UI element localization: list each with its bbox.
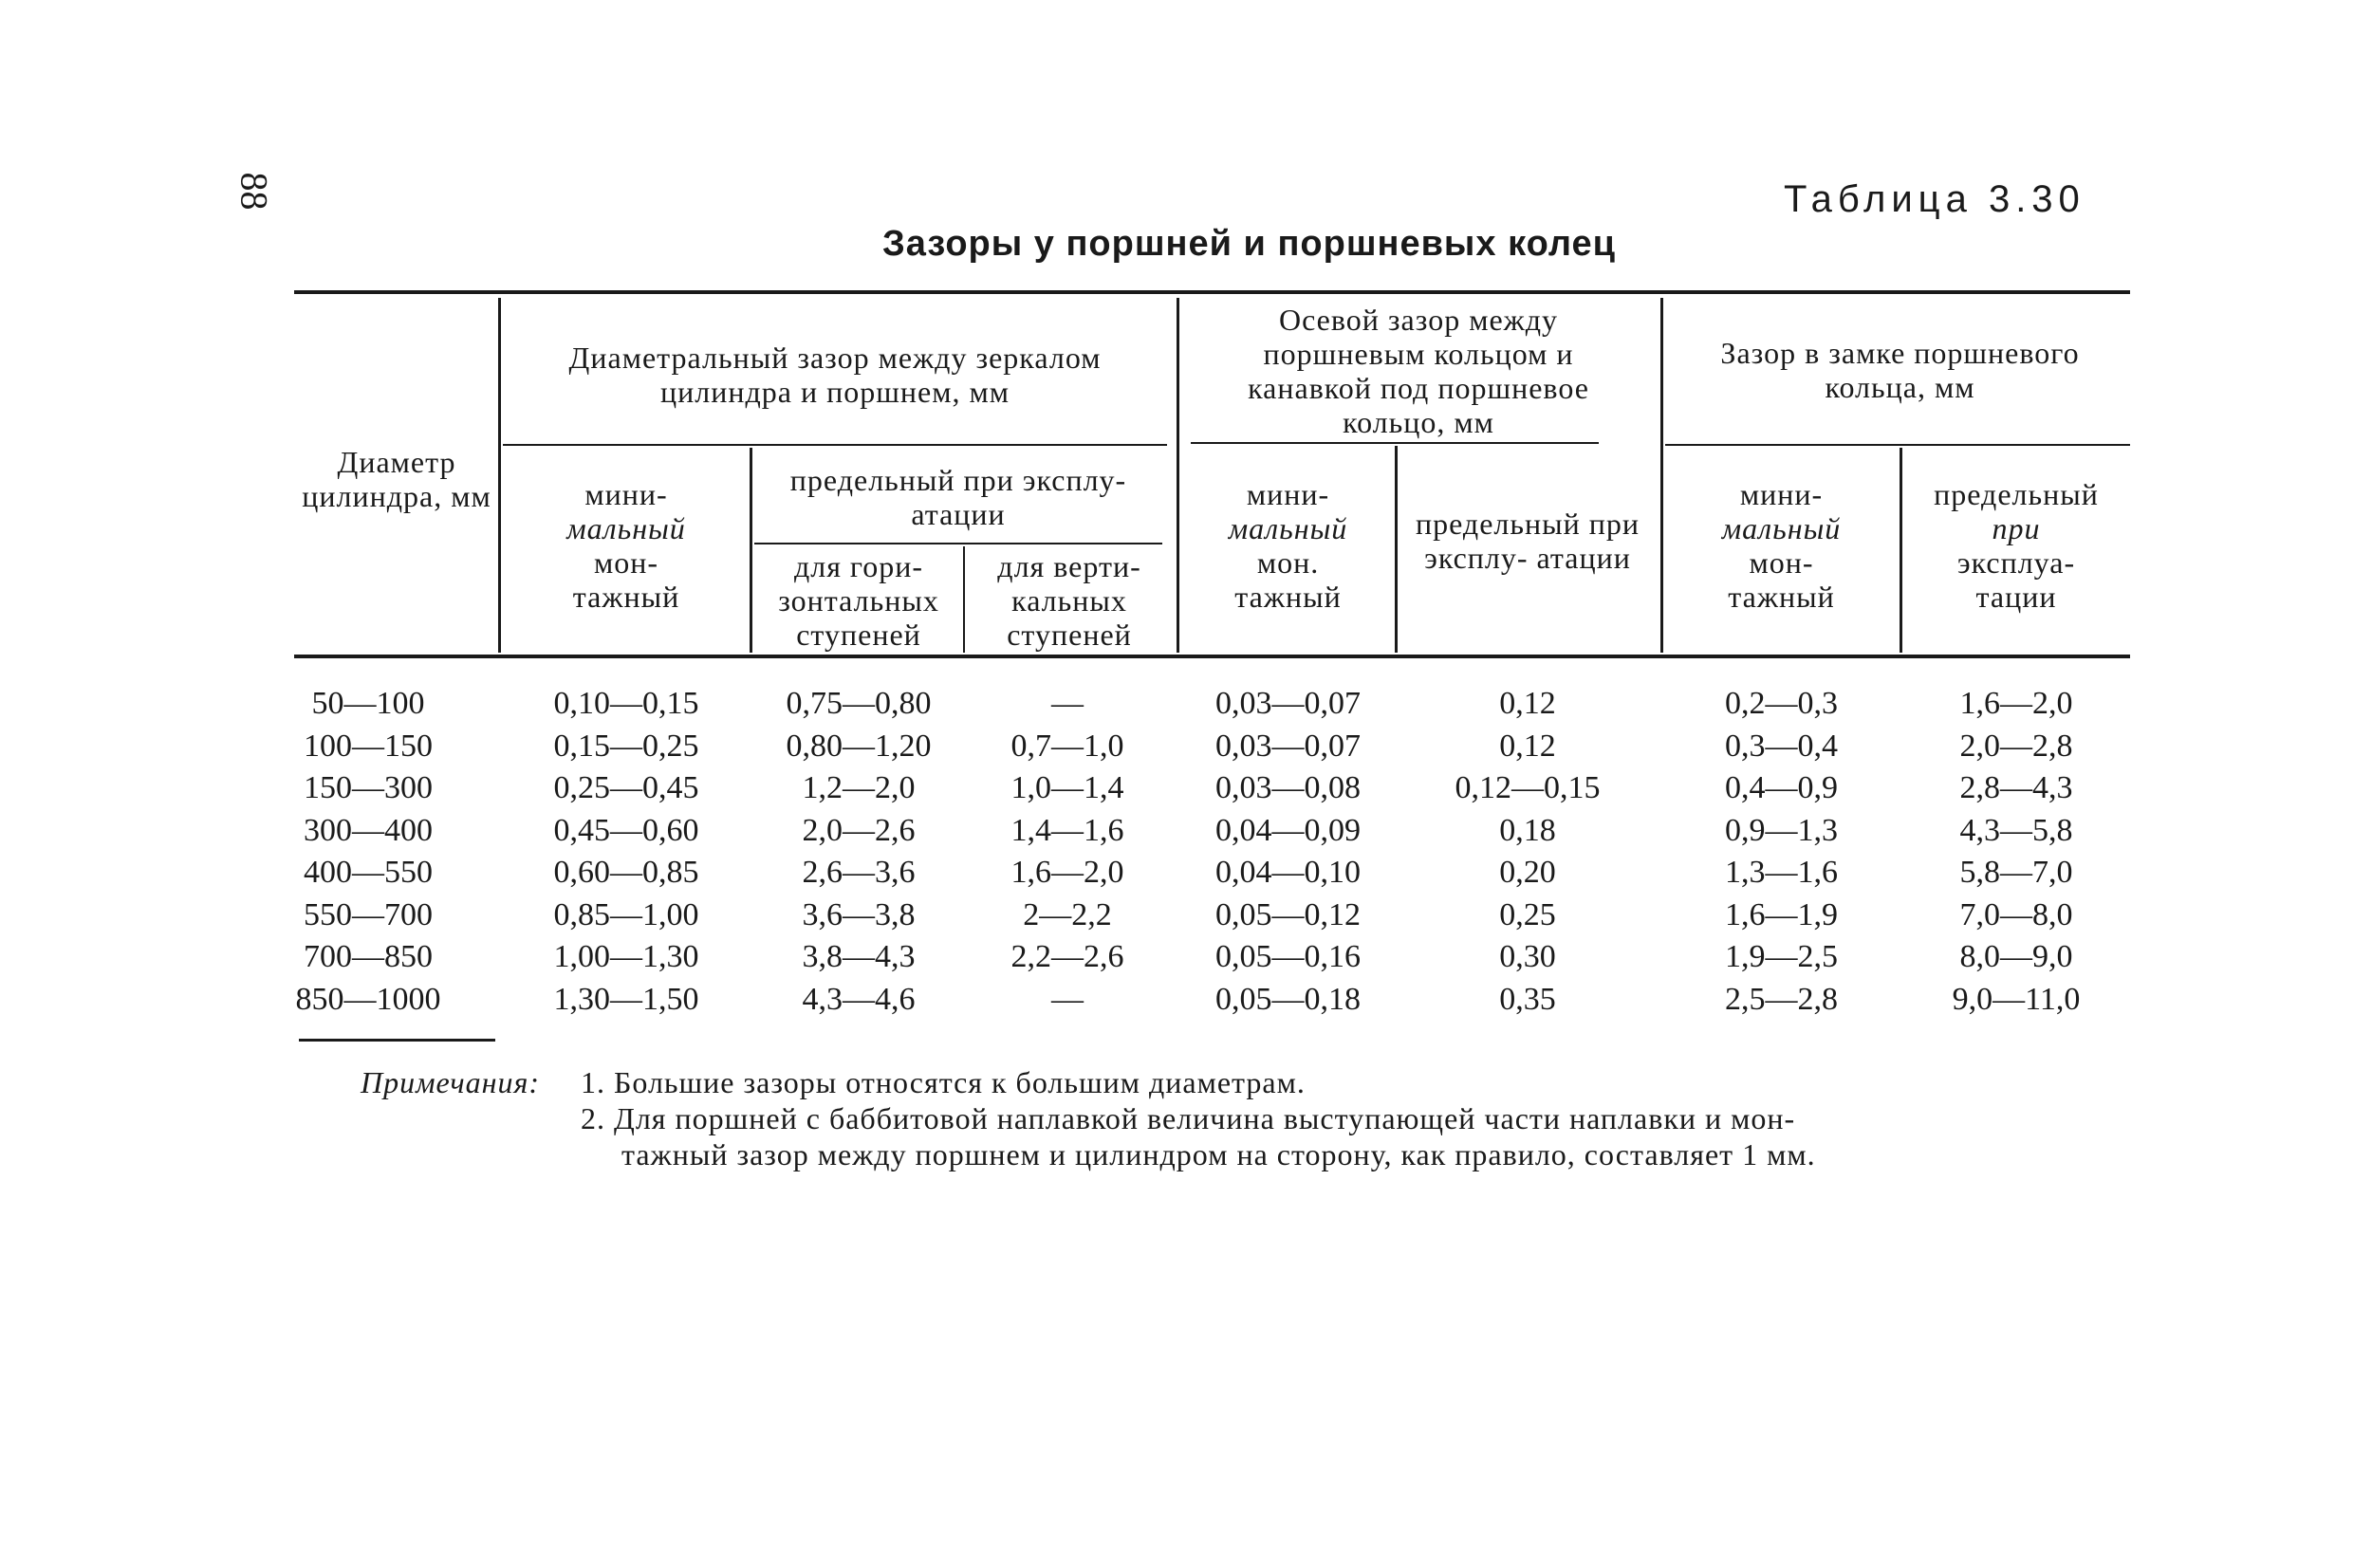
cell-g1-horizontal: 0,80—1,20 — [786, 728, 932, 764]
header-group3: Зазор в замке поршневого кольца, мм — [1720, 336, 2080, 404]
cell-g2-min: 0,04—0,09 — [1215, 812, 1361, 848]
cell-g1-min: 1,30—1,50 — [553, 981, 699, 1017]
cell-g2-limit: 0,35 — [1499, 981, 1556, 1017]
vrule-g3-min — [1900, 448, 1902, 653]
cell-g3-limit: 2,8—4,3 — [1959, 770, 2073, 805]
header-bottom-rule — [294, 655, 2130, 658]
cell-g1-vertical: — — [1051, 686, 1084, 721]
table-label: Таблица 3.30 — [1784, 178, 2085, 220]
cell-g1-min: 0,45—0,60 — [553, 812, 699, 848]
cell-g3-min: 1,6—1,9 — [1725, 896, 1838, 932]
vrule-group1 — [1177, 298, 1179, 653]
header-g2-min: мини- мальный мон. тажный — [1228, 477, 1348, 614]
cell-g2-min: 0,03—0,07 — [1215, 686, 1361, 721]
header-g1-limit-horizontal: для гори- зонтальных ступеней — [778, 549, 939, 652]
cell-g1-min: 0,60—0,85 — [553, 855, 699, 890]
cell-g1-horizontal: 1,2—2,0 — [802, 770, 916, 805]
cell-diameter: 150—300 — [304, 770, 433, 805]
cell-diameter: 300—400 — [304, 812, 433, 848]
cell-g1-vertical: 1,6—2,0 — [1010, 855, 1124, 890]
cell-g3-min: 2,5—2,8 — [1725, 981, 1838, 1017]
vrule-group2 — [1660, 298, 1663, 653]
cell-g3-limit: 9,0—11,0 — [1952, 981, 2081, 1017]
cell-g1-min: 1,00—1,30 — [553, 939, 699, 974]
cell-diameter: 400—550 — [304, 855, 433, 890]
cell-g2-min: 0,05—0,12 — [1215, 896, 1361, 932]
note-2-line-2: тажный зазор между поршнем и цилиндром на сторону, как правило, составляет 1 мм. — [621, 1137, 1816, 1171]
cell-g3-limit: 1,6—2,0 — [1959, 686, 2073, 721]
cell-g1-min: 0,15—0,25 — [553, 728, 699, 764]
cell-g1-vertical: 2,2—2,6 — [1010, 939, 1124, 974]
cell-g3-min: 0,2—0,3 — [1725, 686, 1838, 721]
cell-diameter: 700—850 — [304, 939, 433, 974]
cell-g2-limit: 0,25 — [1499, 896, 1556, 932]
cell-g1-horizontal: 4,3—4,6 — [802, 981, 916, 1017]
cell-g1-vertical: 2—2,2 — [1023, 896, 1112, 932]
cell-g1-vertical: 1,4—1,6 — [1010, 812, 1124, 848]
header-group1: Диаметральный зазор между зеркалом цилиндра и поршнем, мм — [568, 341, 1102, 409]
cell-diameter: 550—700 — [304, 896, 433, 932]
header-diameter: Диаметр цилиндра, мм — [302, 445, 491, 513]
cell-g1-horizontal: 2,6—3,6 — [802, 855, 916, 890]
cell-g2-min: 0,03—0,07 — [1215, 728, 1361, 764]
cell-diameter: 850—1000 — [295, 981, 441, 1017]
cell-g3-limit: 7,0—8,0 — [1959, 896, 2073, 932]
table-title: Зазоры у поршней и поршневых колец — [882, 224, 1616, 264]
cell-g2-min: 0,04—0,10 — [1215, 855, 1361, 890]
cell-g1-min: 0,85—1,00 — [553, 896, 699, 932]
cell-g1-vertical: 0,7—1,0 — [1010, 728, 1124, 764]
header-g3-min: мини- мальный мон- тажный — [1721, 477, 1842, 614]
cell-g2-limit: 0,12 — [1499, 686, 1556, 721]
cell-g3-min: 0,9—1,3 — [1725, 812, 1838, 848]
page-number: 88 — [232, 172, 276, 211]
cell-g2-limit: 0,20 — [1499, 855, 1556, 890]
table-top-rule — [294, 290, 2130, 294]
header-group2: Осевой зазор между поршневым кольцом и канавкой под поршневое кольцо, мм — [1248, 302, 1589, 439]
cell-g3-min: 0,4—0,9 — [1725, 770, 1838, 805]
cell-g3-min: 0,3—0,4 — [1725, 728, 1838, 764]
cell-g3-min: 1,3—1,6 — [1725, 855, 1838, 890]
note-2-line-1: 2. Для поршней с баббитовой наплавкой величина выступающей части наплавки и мон- — [581, 1101, 1796, 1135]
cell-g2-min: 0,05—0,16 — [1215, 939, 1361, 974]
cell-g2-limit: 0,30 — [1499, 939, 1556, 974]
cell-g1-min: 0,10—0,15 — [553, 686, 699, 721]
cell-g2-limit: 0,18 — [1499, 812, 1556, 848]
cell-g3-limit: 4,3—5,8 — [1959, 812, 2073, 848]
cell-g2-limit: 0,12 — [1499, 728, 1556, 764]
note-1: 1. Большие зазоры относятся к большим диаметрам. — [581, 1065, 1306, 1099]
cell-g1-vertical: 1,0—1,4 — [1010, 770, 1124, 805]
header-g2-limit: предельный при эксплу- атации — [1416, 507, 1640, 575]
notes-label: Примечания: — [361, 1065, 540, 1099]
vrule-diameter — [498, 298, 501, 653]
cell-diameter: 50—100 — [311, 686, 425, 721]
group2-subrule — [1191, 442, 1599, 444]
cell-g2-min: 0,03—0,08 — [1215, 770, 1361, 805]
header-g1-limit-vertical: для верти- кальных ступеней — [997, 549, 1141, 652]
cell-g3-limit: 8,0—9,0 — [1959, 939, 2073, 974]
cell-g3-limit: 2,0—2,8 — [1959, 728, 2073, 764]
cell-g2-min: 0,05—0,18 — [1215, 981, 1361, 1017]
cell-g1-horizontal: 2,0—2,6 — [802, 812, 916, 848]
cell-g1-vertical: — — [1051, 981, 1084, 1017]
vrule-g2-min — [1395, 446, 1398, 653]
vrule-g1-hv — [963, 546, 965, 653]
header-g1-min: мини- мальный мон- тажный — [566, 477, 686, 614]
group1-subrule — [503, 444, 1167, 446]
limit-subrule — [754, 543, 1162, 544]
cell-g1-horizontal: 3,6—3,8 — [802, 896, 916, 932]
group3-subrule — [1665, 444, 2130, 446]
cell-g3-limit: 5,8—7,0 — [1959, 855, 2073, 890]
cell-g1-min: 0,25—0,45 — [553, 770, 699, 805]
cell-diameter: 100—150 — [304, 728, 433, 764]
header-g1-limit: предельный при эксплу- атации — [789, 463, 1127, 531]
footer-rule — [299, 1039, 495, 1042]
cell-g3-min: 1,9—2,5 — [1725, 939, 1838, 974]
cell-g2-limit: 0,12—0,15 — [1455, 770, 1601, 805]
cell-g1-horizontal: 3,8—4,3 — [802, 939, 916, 974]
vrule-g1-min — [750, 448, 752, 653]
cell-g1-horizontal: 0,75—0,80 — [786, 686, 932, 721]
header-g3-limit: предельный при эксплуа- тации — [1934, 477, 2099, 614]
